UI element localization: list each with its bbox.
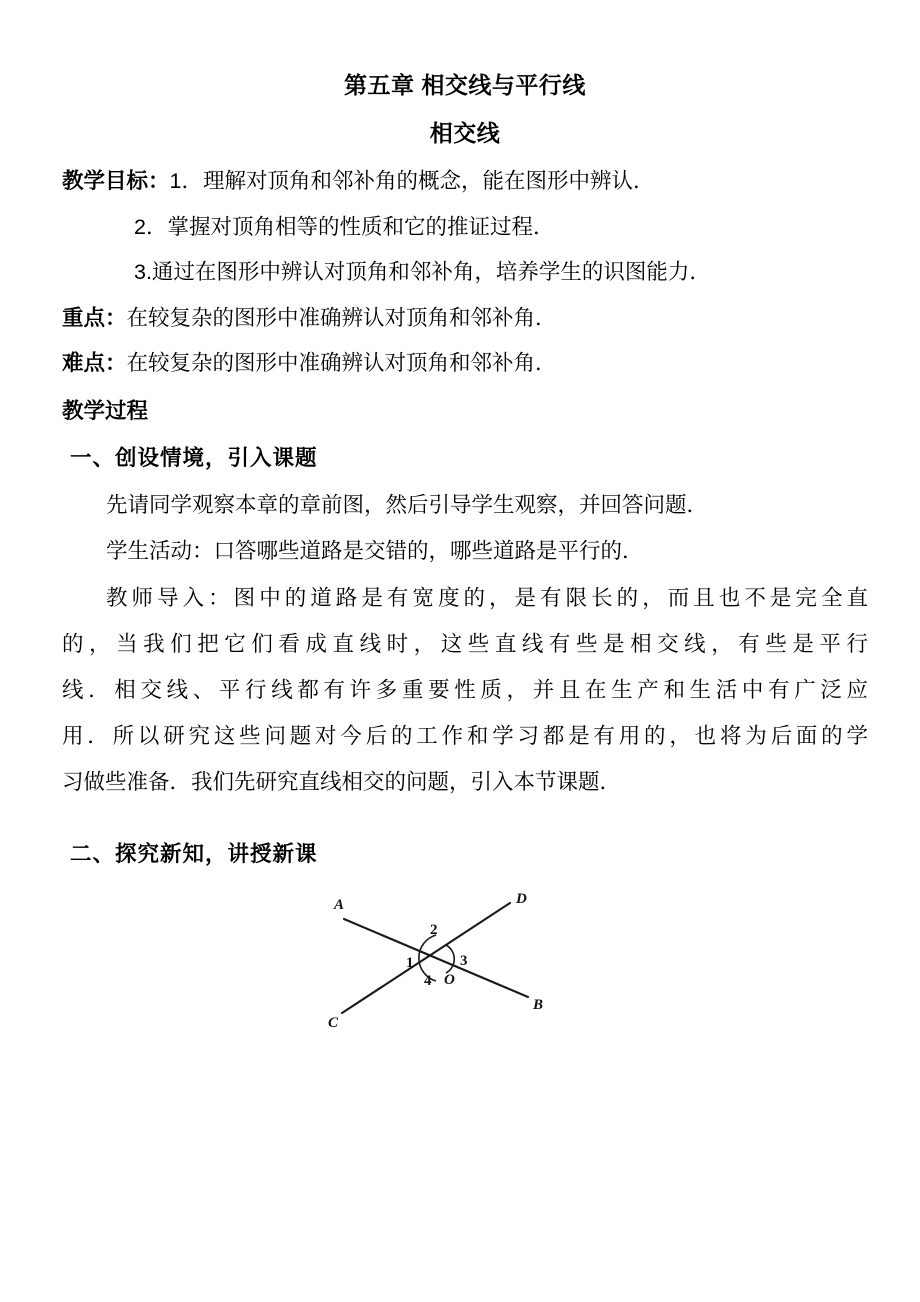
intersecting-lines-figure — [320, 887, 552, 1033]
figure-label-O: O — [444, 972, 455, 989]
figure-angle-3: 3 — [460, 953, 468, 970]
objectives-line-3 — [62, 262, 868, 284]
figure-container — [62, 887, 868, 1037]
paragraph-3-line-2: 的，当我们把它们看成直线时，这些直线有些是相交线，有些是平行 — [62, 631, 868, 656]
objectives-line-2 — [62, 214, 868, 239]
difficulty-text: 在较复杂的图形中准确辨认对顶角和邻补角． — [126, 351, 557, 376]
difficulty-line — [62, 353, 868, 375]
difficulty-label: 难点： — [62, 351, 127, 376]
objectives-line-1 — [62, 171, 868, 193]
objectives-item-1: 1．理解对顶角和邻补角的概念，能在图形中辨认． — [169, 169, 655, 194]
keypoint-text: 在较复杂的图形中准确辨认对顶角和邻补角． — [126, 305, 557, 330]
section1-paragraph-2: 学生活动：口答哪些道路是交错的，哪些道路是平行的． — [106, 539, 644, 564]
paragraph-3-line-3: 线．相交线、平行线都有许多重要性质，并且在生产和生活中有广泛应 — [62, 677, 868, 702]
document-content — [62, 0, 868, 1037]
keypoint-label: 重点： — [62, 305, 127, 330]
figure-label-A: A — [334, 897, 345, 914]
section1-paragraph-1: 先请同学观察本章的章前图，然后引导学生观察，并回答问题． — [106, 492, 709, 517]
process-heading: 教学过程 — [62, 398, 149, 423]
paragraph-3-line-1: 教师导入：图中的道路是有宽度的，是有限长的，而且也不是完全直 — [106, 585, 868, 610]
section-heading-2: 二、探究新知，讲授新课 — [70, 841, 318, 866]
line-cd — [342, 903, 510, 1013]
objectives-item-2: 2．掌握对顶角相等的性质和它的推证过程． — [134, 214, 555, 239]
figure-label-D: D — [516, 891, 527, 908]
figure-angle-1: 1 — [406, 955, 414, 972]
paragraph-3-line-5: 习做些准备．我们先研究直线相交的问题，引入本节课题． — [62, 769, 622, 794]
figure-angle-4: 4 — [424, 973, 432, 990]
paragraph-3-line-4: 用．所以研究这些问题对今后的工作和学习都是有用的，也将为后面的学 — [62, 723, 868, 748]
section1-paragraph-3 — [62, 585, 868, 818]
figure-angle-2: 2 — [430, 922, 438, 939]
section-heading-1: 一、创设情境，引入课题 — [70, 446, 318, 471]
objectives-label: 教学目标： — [62, 169, 170, 194]
objectives-item-3: 3.通过在图形中辨认对顶角和邻补角，培养学生的识图能力． — [134, 260, 711, 285]
figure-label-B: B — [533, 997, 544, 1014]
page-subtitle: 相交线 — [429, 119, 501, 146]
keypoint-line — [62, 305, 868, 330]
page-title: 第五章 相交线与平行线 — [344, 72, 586, 98]
figure-label-C: C — [328, 1015, 339, 1032]
angle-arc-small — [446, 945, 454, 973]
